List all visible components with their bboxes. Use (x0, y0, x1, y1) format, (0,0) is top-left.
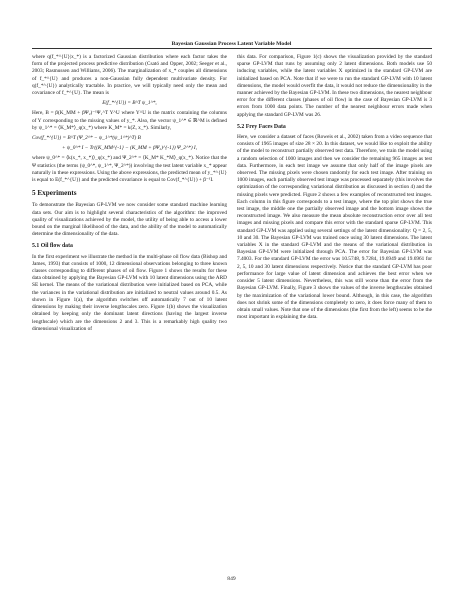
equation-covariance-line-2: + ψ_0^* I − Tr((K_MM^{-1} − (K_MM + βΨ₂)^{-1}) Ψ_2^*) I, (61, 145, 198, 152)
subsection-heading: 5.2 Frey Faces Data (237, 123, 286, 130)
running-header: Bayesian Gaussian Process Latent Variable Model (171, 41, 292, 47)
page-number: 849 (227, 576, 236, 582)
paragraph: To demonstrate the Bayesian GP-LVM we now consider some standard machine learning data sets. Our aim is to highlight several characteristics of the algorithm: the improved quality of visualizations achieved by the model, the utility of being able to access a lower bound on the marginal likelihood of the data, and the ability of the model to automatically determine the dimensionality of the data. (32, 202, 227, 238)
paragraph: Here, B = β(K_MM + βΨ₂)⁻¹Ψ₁^T Y^U where Y^U is the matrix containing the columns of Y corresponding to the missing values of y_*. Also, the vector ψ_1^* ∈ ℝ^M is defined by ψ_1^* = ⟨K_M*⟩_q(x_*) where K_M* = k(Z, x_*). Similarly, (32, 110, 227, 131)
right-column (237, 54, 432, 323)
paragraph: In the first experiment we illustrate the method in the multi-phase oil flow data (Bishop and James, 1993) that consists of 1000, 12 dimensional observations belonging to three known classes corresponding to different phases of oil flow. Figure 1 shows the results for these data obtained by applying the Bayesian GP-LVM with 10 latent dimensions using the ARD SE kernel. The means of the variational distribution were initialized based on PCA, while the variances in the variational distribution are initialized to neutral values around 0.5. As shown in Figure 1(a), the algorithm switches off automatically 7 out of 10 latent dimensions by making their inverse lengthscales zero. Figure 1(b) shows the visualization obtained by keeping only the dominant latent directions (having the largest inverse lengthscale) which are the dimensions 2 and 3. This is a remarkably high quality two dimensional visualization of (32, 253, 227, 332)
paragraph: where ψ_0^* = ⟨k(x_*, x_*)⟩_q(x_*) and Ψ_2^* = ⟨K_M* K_*M⟩_q(x_*). Notice that the Ψ statistics (the terms (ψ_0^*, ψ_1^*, Ψ_2^*)) involving the test latent variable x_* appear naturally in these expressions. Using the above expressions, the predicted mean of y_*^{U} is equal to E(f_*^{U}) and the predicted covariance is equal to Cov(f_*^{U}) + β⁻¹I. (32, 155, 227, 184)
equation-mean: E(f_*^{U}) = B^T ψ_1^*, (102, 100, 157, 107)
section-heading: 5 Experiments (32, 189, 77, 198)
paragraph: where q(f_*^{U}|x_*) is a factorized Gaussian distribution where each factor takes the form of the projected process predictive distribution (Csató and Opper, 2002; Seeger et al., 2003; Rasmussen and Williams, 2006). The marginalization of x_* couples all dimensions of f_*^{U} and produces a non-Gaussian fully dependent multivariate density. For q(f_*^{U}) analytically tractable. In practice, we will typically need only the mean and covariance of f_*^{U}. The mean is (32, 54, 227, 97)
paragraph: Here, we consider a dataset of faces (Roweis et al., 2002) taken from a video sequence that consists of 1965 images of size 28 × 20. In this dataset, we would like to exploit the ability of the model to reconstruct partially observed test data. Therefore, we train the model using a random selection of 1000 images and then we consider the remaining 965 images as test data. Furthermore, in each test image we assume that only half of the image pixels are observed. The missing pixels were chosen randomly for each test image. After training on 1000 images, each partially observed test image was processed separately (this involves the optimization of the corresponding variational distribution as discussed in section 4) and the missing pixels were predicted. Figure 2 shows a few examples of reconstructed test images. Each column in this figure corresponds to a test image, where the top plot shows the true test image, the middle one the partially observed image and the bottom image shows the reconstructed image. We also measure the mean absolute reconstruction error over all test images and missing pixels and compare this error with the standard sparse GP-LVM. This standard GP-LVM was applied using several settings of the latent dimensionality: Q = 2, 5, 10 and 30. The Bayesian GP-LVM was trained once using 30 latent dimensions. The latent variables X in the standard GP-LVM and the means of the variational distribution in Bayesian GP-LVM were initialized through PCA. The error for Bayesian GP-LVM was 7.4003. For the standard GP-LVM the error was 10.5748, 9.7284, 19.6949 and 19.6961 for 2, 5, 10 and 30 latent dimensions respectively. Notice that the standard GP-LVM has poor performance for large value of latent dimension and achieves the best error when we consider 5 latent dimensions. Nevertheless, this was still worse than the error from the Bayesian GP-LVM. Finally, Figure 3 shows the values of the inverse lengthscales obtained by the maximization of the variational lower bound. Although, in this case, the algorithm does not shrink some of the dimensions completely to zero, it does force many of them to obtain small values. Note that one of the dimensions (the first from the left) seems to be the most important in explaining the data. (237, 134, 432, 321)
subsection-heading: 5.1 Oil flow data (32, 243, 73, 250)
paragraph: this data. For comparison, Figure 1(c) shows the visualization provided by the standard sparse GP-LVM that runs by assuming only 2 latent dimensions. Both models use 50 inducing variables, while the latent variables X optimized in the standard GP-LVM are initialized based on PCA. Note that if we were to run the standard GP-LVM with 10 latent dimensions, the model would overfit the data, it would not reduce the dimensionality in the manner achieved by the Bayesian GP-LVM. In these two dimensions, the nearest neighbour error for the different classes (phases of oil flow) in the case of Bayesian GP-LVM is 3 errors from 1000 data points. The number of the nearest neighbour errors made when applying the standard GP-LVM was 26. (237, 54, 432, 118)
equation-covariance-line-1: Cov(f_*^{U}) = B^T (Ψ_2^* − ψ_1^*(ψ_1^*)^T) B (32, 135, 141, 142)
left-column (32, 54, 227, 335)
header-rule (32, 48, 432, 49)
